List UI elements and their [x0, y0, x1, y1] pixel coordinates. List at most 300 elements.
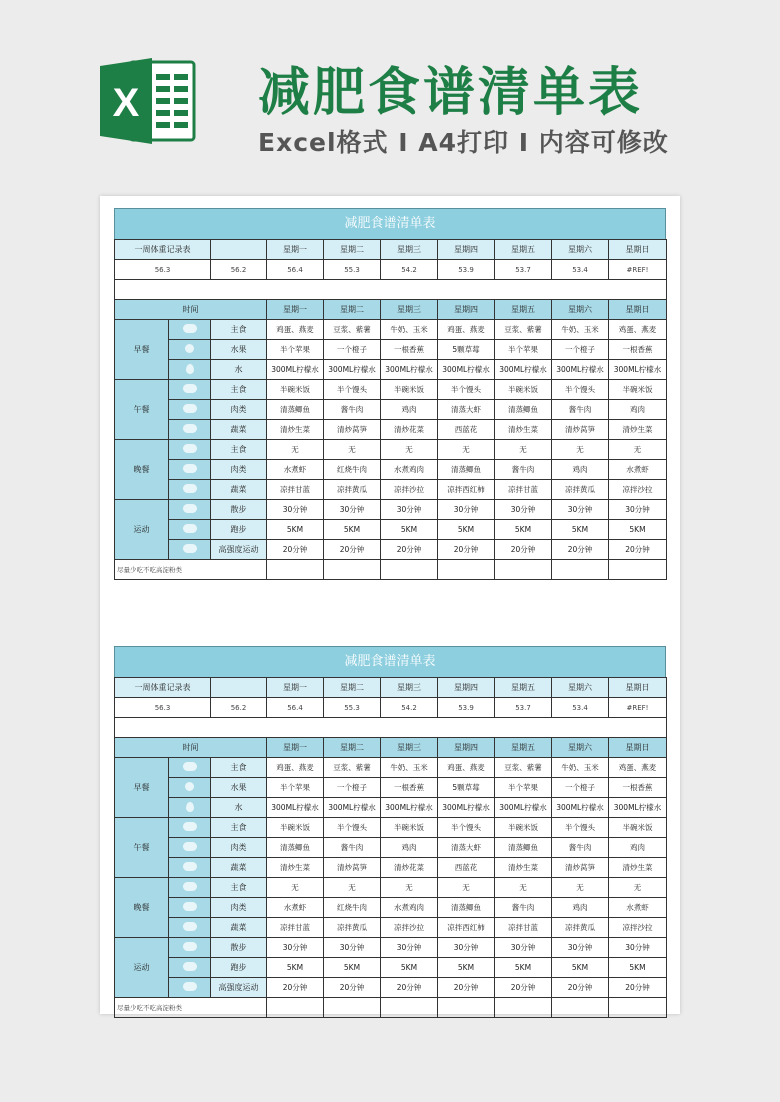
plan-cell: 20分钟 [267, 978, 324, 998]
plan-cell: 无 [324, 878, 381, 898]
plan-cell: 300ML柠檬水 [495, 360, 552, 380]
plan-cell: 30分钟 [438, 500, 495, 520]
vegetable-icon-shape [183, 862, 197, 871]
plan-cell: 清炒生菜 [267, 858, 324, 878]
weight-day-header: 星期五 [495, 678, 552, 698]
weight-value: #REF! [609, 698, 667, 718]
plan-cell: 20分钟 [552, 978, 609, 998]
category-label: 主食 [211, 320, 267, 340]
table-row [115, 480, 667, 500]
plan-cell: 半碗米饭 [609, 380, 667, 400]
plan-cell: 半个馒头 [552, 818, 609, 838]
category-label: 主食 [211, 380, 267, 400]
table-row [115, 798, 667, 818]
plan-cell: 300ML柠檬水 [609, 360, 667, 380]
empty-cell [381, 998, 438, 1018]
plan-cell: 无 [609, 440, 667, 460]
day-header: 星期四 [438, 300, 495, 320]
plan-cell: 无 [609, 878, 667, 898]
bowl-icon-shape [183, 762, 197, 771]
plan-cell: 清炒生菜 [609, 858, 667, 878]
spreadsheet-paper [100, 196, 680, 1014]
empty-cell [438, 998, 495, 1018]
plan-cell: 水煮鸡肉 [381, 460, 438, 480]
bowl-icon [169, 440, 211, 460]
meat-icon-shape [183, 404, 197, 413]
plan-cell: 无 [495, 440, 552, 460]
table-row [115, 758, 667, 778]
plan-cell: 鸡肉 [552, 460, 609, 480]
table-row [115, 320, 667, 340]
plan-cell: 300ML柠檬水 [552, 798, 609, 818]
table-row [115, 420, 667, 440]
plan-cell: 20分钟 [324, 978, 381, 998]
day-header: 星期六 [552, 300, 609, 320]
plan-cell: 5KM [438, 520, 495, 540]
empty-cell [438, 560, 495, 580]
plan-cell: 一根香蕉 [381, 778, 438, 798]
logo-letter: X [112, 81, 140, 125]
table-row [115, 898, 667, 918]
plan-cell: 清蒸大虾 [438, 838, 495, 858]
plan-cell: 凉拌西红柿 [438, 918, 495, 938]
bowl-icon [169, 380, 211, 400]
note-text: 尽量少吃不吃高淀粉类 [115, 998, 267, 1018]
plan-cell: 水煮虾 [267, 460, 324, 480]
plan-cell: 20分钟 [324, 540, 381, 560]
separator-cell [115, 718, 667, 738]
category-label: 水果 [211, 778, 267, 798]
page-subtitle: Excel格式 I A4打印 I 内容可修改 [258, 128, 669, 157]
day-header: 星期一 [267, 300, 324, 320]
plan-cell: 30分钟 [267, 938, 324, 958]
day-header: 星期一 [267, 738, 324, 758]
plan-cell: 无 [552, 878, 609, 898]
category-label: 水 [211, 360, 267, 380]
walking-icon [169, 500, 211, 520]
water-drop-icon [169, 798, 211, 818]
weight-value: 53.4 [552, 260, 609, 280]
diet-table [114, 677, 667, 1018]
table-row [115, 440, 667, 460]
plan-cell: 半个馒头 [438, 380, 495, 400]
sheet-title: 减肥食谱清单表 [114, 646, 666, 677]
vegetable-icon-shape [183, 922, 197, 931]
plan-cell: 5KM [324, 958, 381, 978]
water-drop-icon-shape [186, 364, 194, 374]
day-header: 星期二 [324, 738, 381, 758]
plan-cell: 20分钟 [267, 540, 324, 560]
meal-label: 运动 [115, 938, 169, 998]
weight-day-header: 星期二 [324, 240, 381, 260]
weight-value: #REF! [609, 260, 667, 280]
plan-cell: 酱牛肉 [552, 400, 609, 420]
plan-cell: 5KM [609, 958, 667, 978]
weight-day-header: 星期日 [609, 240, 667, 260]
weight-day-header: 星期一 [267, 240, 324, 260]
cherry-icon-shape [185, 344, 194, 353]
bowl-icon [169, 878, 211, 898]
plan-cell: 清炒生菜 [609, 420, 667, 440]
plan-cell: 凉拌西红柿 [438, 480, 495, 500]
plan-cell: 300ML柠檬水 [324, 360, 381, 380]
plan-cell: 清蒸大虾 [438, 400, 495, 420]
weight-day-header: 星期六 [552, 240, 609, 260]
meat-icon [169, 898, 211, 918]
plan-cell: 豆浆、紫薯 [324, 320, 381, 340]
plan-cell: 无 [438, 440, 495, 460]
plan-cell: 30分钟 [609, 500, 667, 520]
workout-icon-shape [183, 544, 197, 553]
table-row [115, 938, 667, 958]
plan-cell: 清炒莴笋 [324, 420, 381, 440]
plan-cell: 无 [267, 440, 324, 460]
plan-cell: 清炒花菜 [381, 420, 438, 440]
plan-cell: 5KM [552, 958, 609, 978]
separator-row [115, 718, 667, 738]
weight-day-header: 星期六 [552, 678, 609, 698]
plan-cell: 5KM [267, 520, 324, 540]
weight-label: 一周体重记录表 [115, 240, 211, 260]
meat-icon [169, 838, 211, 858]
weight-value: 53.4 [552, 698, 609, 718]
plan-cell: 豆浆、紫薯 [495, 758, 552, 778]
plan-cell: 酱牛肉 [324, 838, 381, 858]
category-label: 肉类 [211, 838, 267, 858]
note-row [115, 998, 667, 1018]
table-row [115, 400, 667, 420]
plan-cell: 红烧牛肉 [324, 898, 381, 918]
table-row [115, 778, 667, 798]
plan-cell: 酱牛肉 [552, 838, 609, 858]
plan-cell: 水煮鸡肉 [381, 898, 438, 918]
bowl-icon [169, 320, 211, 340]
plan-cell: 清炒生菜 [495, 420, 552, 440]
vegetable-icon [169, 918, 211, 938]
plan-cell: 牛奶、玉米 [552, 758, 609, 778]
table-row [115, 540, 667, 560]
plan-cell: 鸡蛋、燕麦 [609, 320, 667, 340]
weight-value: 56.4 [267, 698, 324, 718]
plan-cell: 凉拌沙拉 [381, 480, 438, 500]
running-icon [169, 520, 211, 540]
category-label: 肉类 [211, 460, 267, 480]
plan-cell: 30分钟 [324, 500, 381, 520]
blank-cell [211, 240, 267, 260]
blank-cell [211, 678, 267, 698]
weight-value: 56.2 [211, 260, 267, 280]
plan-cell: 鸡肉 [381, 838, 438, 858]
plan-cell: 5KM [381, 520, 438, 540]
weight-values-row [115, 260, 667, 280]
category-label: 蔬菜 [211, 918, 267, 938]
days-header-row [115, 738, 667, 758]
plan-cell: 无 [324, 440, 381, 460]
category-label: 高强度运动 [211, 540, 267, 560]
plan-cell: 牛奶、玉米 [552, 320, 609, 340]
cherry-icon-shape [185, 782, 194, 791]
weight-value: 56.3 [115, 260, 211, 280]
time-label: 时间 [115, 738, 267, 758]
plan-cell: 清炒生菜 [495, 858, 552, 878]
plan-cell: 30分钟 [381, 500, 438, 520]
cherry-icon [169, 778, 211, 798]
plan-cell: 半个馒头 [438, 818, 495, 838]
walking-icon-shape [183, 942, 197, 951]
plan-cell: 凉拌甘蓝 [267, 480, 324, 500]
empty-cell [552, 560, 609, 580]
weight-header-row [115, 240, 667, 260]
empty-cell [267, 998, 324, 1018]
weight-value: 53.9 [438, 698, 495, 718]
meat-icon [169, 460, 211, 480]
plan-cell: 鸡肉 [381, 400, 438, 420]
plan-cell: 30分钟 [267, 500, 324, 520]
plan-cell: 30分钟 [495, 938, 552, 958]
table-row [115, 918, 667, 938]
table-row [115, 978, 667, 998]
empty-cell [495, 998, 552, 1018]
plan-cell: 一根香蕉 [609, 340, 667, 360]
category-label: 水 [211, 798, 267, 818]
bowl-icon-shape [183, 822, 197, 831]
empty-cell [381, 560, 438, 580]
plan-cell: 一根香蕉 [609, 778, 667, 798]
category-label: 散步 [211, 500, 267, 520]
plan-cell: 300ML柠檬水 [267, 798, 324, 818]
meal-label: 早餐 [115, 320, 169, 380]
plan-cell: 300ML柠檬水 [381, 360, 438, 380]
plan-cell: 凉拌黄瓜 [324, 480, 381, 500]
plan-cell: 半个馒头 [324, 380, 381, 400]
weight-value: 53.9 [438, 260, 495, 280]
plan-cell: 300ML柠檬水 [324, 798, 381, 818]
plan-cell: 鸡肉 [552, 898, 609, 918]
weight-day-header: 星期四 [438, 678, 495, 698]
category-label: 蔬菜 [211, 420, 267, 440]
meal-label: 晚餐 [115, 878, 169, 938]
plan-cell: 20分钟 [495, 978, 552, 998]
bowl-icon-shape [183, 882, 197, 891]
plan-cell: 清蒸鲫鱼 [267, 400, 324, 420]
plan-cell: 300ML柠檬水 [609, 798, 667, 818]
plan-cell: 一个橙子 [552, 778, 609, 798]
day-header: 星期四 [438, 738, 495, 758]
plan-cell: 300ML柠檬水 [267, 360, 324, 380]
day-header: 星期日 [609, 300, 667, 320]
plan-cell: 半个馒头 [324, 818, 381, 838]
plan-cell: 豆浆、紫薯 [324, 758, 381, 778]
plan-cell: 20分钟 [438, 540, 495, 560]
plan-cell: 20分钟 [381, 540, 438, 560]
plan-cell: 西蓝花 [438, 858, 495, 878]
running-icon-shape [183, 524, 197, 533]
plan-cell: 清蒸鲫鱼 [438, 898, 495, 918]
weight-value: 56.2 [211, 698, 267, 718]
plan-cell: 清炒莴笋 [324, 858, 381, 878]
plan-cell: 一根香蕉 [381, 340, 438, 360]
category-label: 肉类 [211, 898, 267, 918]
day-header: 星期三 [381, 738, 438, 758]
plan-cell: 西蓝花 [438, 420, 495, 440]
meal-label: 早餐 [115, 758, 169, 818]
water-drop-icon-shape [186, 802, 194, 812]
plan-cell: 无 [381, 878, 438, 898]
plan-cell: 无 [552, 440, 609, 460]
workout-icon-shape [183, 982, 197, 991]
plan-cell: 酱牛肉 [324, 400, 381, 420]
plan-cell: 30分钟 [495, 500, 552, 520]
plan-cell: 鸡肉 [609, 400, 667, 420]
plan-cell: 清蒸鲫鱼 [438, 460, 495, 480]
diet-sheet-1 [114, 208, 666, 580]
weight-label: 一周体重记录表 [115, 678, 211, 698]
day-header: 星期五 [495, 300, 552, 320]
meat-icon-shape [183, 902, 197, 911]
plan-cell: 凉拌黄瓜 [552, 480, 609, 500]
table-row [115, 838, 667, 858]
plan-cell: 半碗米饭 [495, 380, 552, 400]
plan-cell: 无 [495, 878, 552, 898]
plan-cell: 30分钟 [609, 938, 667, 958]
plan-cell: 半碗米饭 [495, 818, 552, 838]
plan-cell: 一个橙子 [324, 778, 381, 798]
plan-cell: 水煮虾 [609, 460, 667, 480]
time-label: 时间 [115, 300, 267, 320]
plan-cell: 5KM [495, 520, 552, 540]
plan-cell: 5KM [495, 958, 552, 978]
plan-cell: 20分钟 [495, 540, 552, 560]
vegetable-icon [169, 858, 211, 878]
table-row [115, 500, 667, 520]
plan-cell: 无 [438, 878, 495, 898]
plan-cell: 300ML柠檬水 [552, 360, 609, 380]
category-label: 高强度运动 [211, 978, 267, 998]
plan-cell: 半碗米饭 [381, 818, 438, 838]
plan-cell: 半碗米饭 [381, 380, 438, 400]
plan-cell: 20分钟 [438, 978, 495, 998]
note-row [115, 560, 667, 580]
plan-cell: 一个橙子 [324, 340, 381, 360]
plan-cell: 20分钟 [381, 978, 438, 998]
plan-cell: 无 [267, 878, 324, 898]
category-label: 主食 [211, 818, 267, 838]
plan-cell: 5颗草莓 [438, 340, 495, 360]
plan-cell: 半个苹果 [495, 340, 552, 360]
plan-cell: 5KM [552, 520, 609, 540]
empty-cell [324, 998, 381, 1018]
empty-cell [267, 560, 324, 580]
plan-cell: 凉拌甘蓝 [267, 918, 324, 938]
cherry-icon [169, 340, 211, 360]
plan-cell: 牛奶、玉米 [381, 758, 438, 778]
separator-row [115, 280, 667, 300]
weight-value: 54.2 [381, 260, 438, 280]
plan-cell: 鸡蛋、燕麦 [438, 758, 495, 778]
days-header-row [115, 300, 667, 320]
weight-value: 54.2 [381, 698, 438, 718]
plan-cell: 酱牛肉 [495, 460, 552, 480]
meal-label: 午餐 [115, 380, 169, 440]
plan-cell: 鸡肉 [609, 838, 667, 858]
table-row [115, 460, 667, 480]
category-label: 水果 [211, 340, 267, 360]
weight-value: 53.7 [495, 260, 552, 280]
plan-cell: 清炒生菜 [267, 420, 324, 440]
plan-cell: 无 [381, 440, 438, 460]
empty-cell [609, 560, 667, 580]
category-label: 主食 [211, 440, 267, 460]
plan-cell: 酱牛肉 [495, 898, 552, 918]
category-label: 肉类 [211, 400, 267, 420]
plan-cell: 清炒莴笋 [552, 858, 609, 878]
plan-cell: 5KM [438, 958, 495, 978]
vegetable-icon [169, 480, 211, 500]
category-label: 散步 [211, 938, 267, 958]
plan-cell: 鸡蛋、燕麦 [609, 758, 667, 778]
meal-label: 晚餐 [115, 440, 169, 500]
empty-cell [609, 998, 667, 1018]
plan-cell: 300ML柠檬水 [495, 798, 552, 818]
note-text: 尽量少吃不吃高淀粉类 [115, 560, 267, 580]
plan-cell: 清蒸鲫鱼 [267, 838, 324, 858]
plan-cell: 300ML柠檬水 [438, 798, 495, 818]
plan-cell: 30分钟 [324, 938, 381, 958]
meat-icon-shape [183, 842, 197, 851]
day-header: 星期五 [495, 738, 552, 758]
plan-cell: 30分钟 [552, 938, 609, 958]
plan-cell: 豆浆、紫薯 [495, 320, 552, 340]
plan-cell: 清蒸鲫鱼 [495, 400, 552, 420]
plan-cell: 300ML柠檬水 [438, 360, 495, 380]
plan-cell: 水煮虾 [609, 898, 667, 918]
plan-cell: 清炒花菜 [381, 858, 438, 878]
plan-cell: 5KM [609, 520, 667, 540]
page-header [0, 0, 780, 190]
table-row [115, 380, 667, 400]
plan-cell: 20分钟 [552, 540, 609, 560]
weight-values-row [115, 698, 667, 718]
plan-cell: 水煮虾 [267, 898, 324, 918]
table-row [115, 858, 667, 878]
category-label: 蔬菜 [211, 858, 267, 878]
plan-cell: 半个苹果 [267, 340, 324, 360]
excel-logo-icon [100, 56, 198, 146]
separator-cell [115, 280, 667, 300]
diet-sheet-2 [114, 646, 666, 1018]
plan-cell: 5KM [381, 958, 438, 978]
weight-day-header: 星期五 [495, 240, 552, 260]
plan-cell: 半碗米饭 [267, 380, 324, 400]
weight-day-header: 星期三 [381, 678, 438, 698]
meal-label: 运动 [115, 500, 169, 560]
table-row [115, 360, 667, 380]
plan-cell: 半个苹果 [495, 778, 552, 798]
plan-cell: 红烧牛肉 [324, 460, 381, 480]
plan-cell: 凉拌黄瓜 [552, 918, 609, 938]
plan-cell: 半个苹果 [267, 778, 324, 798]
meal-label: 午餐 [115, 818, 169, 878]
plan-cell: 一个橙子 [552, 340, 609, 360]
bowl-icon [169, 758, 211, 778]
running-icon-shape [183, 962, 197, 971]
vegetable-icon-shape [183, 424, 197, 433]
weight-value: 56.4 [267, 260, 324, 280]
category-label: 主食 [211, 878, 267, 898]
plan-cell: 鸡蛋、燕麦 [438, 320, 495, 340]
day-header: 星期日 [609, 738, 667, 758]
weight-header-row [115, 678, 667, 698]
